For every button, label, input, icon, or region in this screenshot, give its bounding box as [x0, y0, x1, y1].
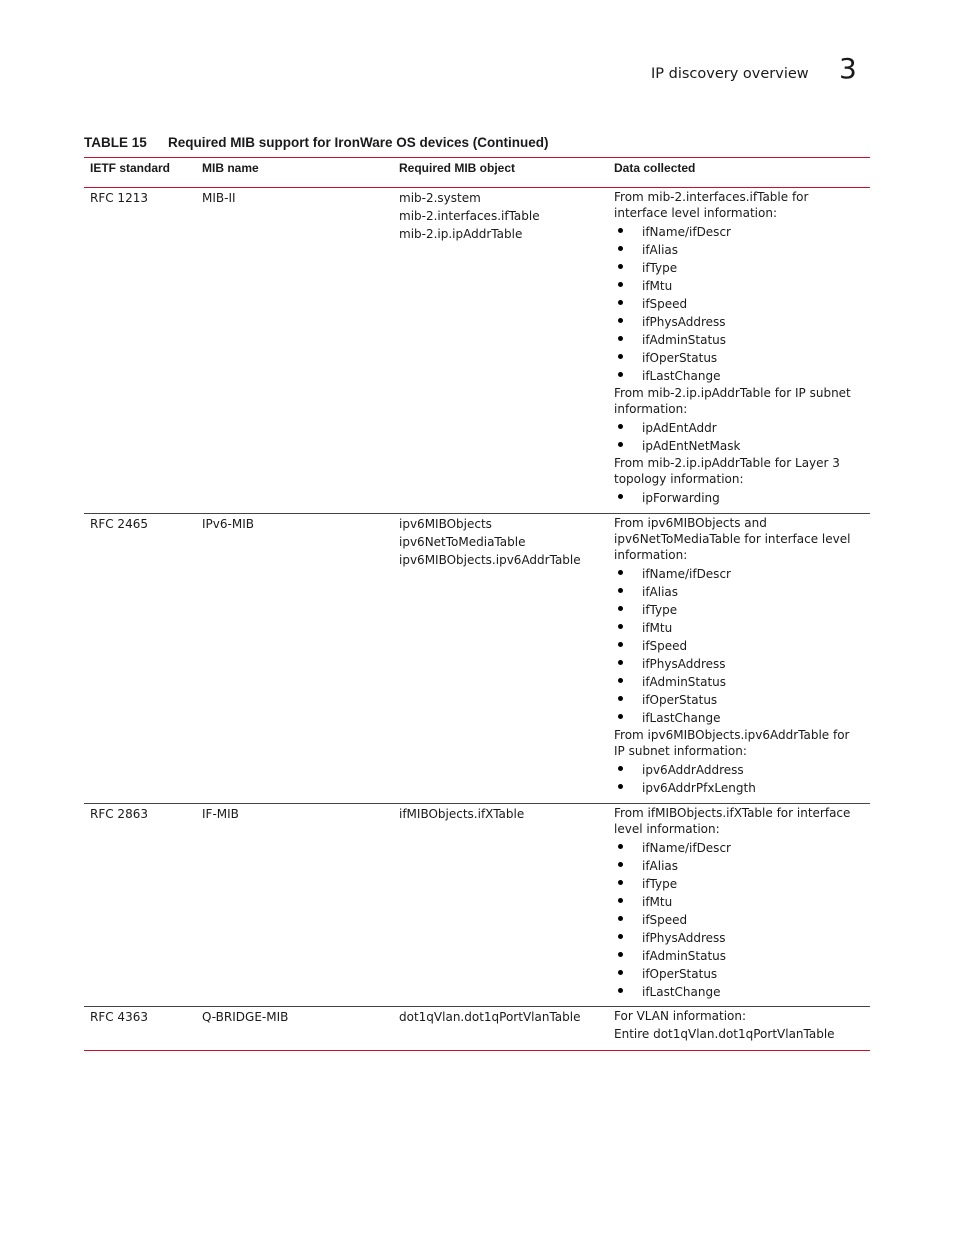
data-collected-cell	[614, 189, 864, 507]
table-label: TABLE 15	[84, 135, 147, 150]
chapter-number: 3	[839, 52, 857, 85]
mib-object-line: mib-2.system	[399, 191, 481, 205]
bullet-item: ifMtu	[614, 893, 864, 911]
bullet-item: ifOperStatus	[614, 691, 864, 709]
bullet-item: ifMtu	[614, 619, 864, 637]
bullet-item: ipAdEntNetMask	[614, 437, 864, 455]
column-header-ietf-standard: IETF standard	[90, 161, 171, 175]
bullet-item: ipForwarding	[614, 489, 864, 507]
bullet-item: ipv6AddrPfxLength	[614, 779, 864, 797]
data-paragraph: From mib-2.interfaces.ifTable for interface level information:	[614, 190, 809, 220]
mib-name-cell: IPv6-MIB	[202, 517, 254, 531]
ietf-standard-cell: RFC 2863	[90, 807, 148, 821]
row-divider	[84, 1006, 870, 1007]
bullet-item: ifOperStatus	[614, 965, 864, 983]
bullet-item: ipAdEntAddr	[614, 419, 864, 437]
mib-object-cell	[399, 1008, 580, 1026]
bullet-item: ifPhysAddress	[614, 313, 864, 331]
table-caption	[84, 135, 549, 150]
column-header-mib-name: MIB name	[202, 161, 259, 175]
mib-object-line: ipv6MIBObjects	[399, 517, 492, 531]
bullet-item: ifName/ifDescr	[614, 565, 864, 583]
data-paragraph: For VLAN information:	[614, 1009, 747, 1023]
mib-object-line: dot1qVlan.dot1qPortVlanTable	[399, 1010, 581, 1024]
mib-object-line: ipv6NetToMediaTable	[399, 535, 526, 549]
column-header-required-mib-object: Required MIB object	[399, 161, 516, 175]
bullet-item: ifPhysAddress	[614, 929, 864, 947]
data-collected-cell	[614, 515, 864, 797]
bullet-item: ifOperStatus	[614, 349, 864, 367]
bullet-item: ifSpeed	[614, 637, 864, 655]
bullet-item: ifAlias	[614, 241, 864, 259]
bullet-item: ifAlias	[614, 857, 864, 875]
bullet-item: ifName/ifDescr	[614, 839, 864, 857]
bullet-item: ifType	[614, 875, 864, 893]
ietf-standard-cell: RFC 1213	[90, 191, 148, 205]
bullet-item: ipv6AddrAddress	[614, 761, 864, 779]
mib-object-line: ifMIBObjects.ifXTable	[399, 807, 525, 821]
table-top-rule	[84, 157, 870, 158]
row-divider	[84, 803, 870, 804]
bullet-item: ifType	[614, 601, 864, 619]
mib-name-cell: Q-BRIDGE-MIB	[202, 1010, 289, 1024]
bullet-item: ifSpeed	[614, 295, 864, 313]
mib-object-cell	[399, 515, 581, 569]
data-paragraph: From ifMIBObjects.ifXTable for interface level information:	[614, 806, 851, 836]
mib-object-cell	[399, 189, 540, 243]
section-header-title: IP discovery overview	[651, 66, 809, 82]
mib-name-cell: IF-MIB	[202, 807, 239, 821]
bullet-item: ifMtu	[614, 277, 864, 295]
mib-object-line: ipv6MIBObjects.ipv6AddrTable	[399, 553, 581, 567]
header-bottom-rule	[84, 187, 870, 188]
mib-object-line: mib-2.ip.ipAddrTable	[399, 227, 523, 241]
bullet-item: ifAlias	[614, 583, 864, 601]
bullet-item: ifLastChange	[614, 983, 864, 1001]
bullet-item: ifAdminStatus	[614, 673, 864, 691]
data-paragraph: From ipv6MIBObjects.ipv6AddrTable for IP subnet information:	[614, 728, 850, 758]
data-collected-cell	[614, 1008, 864, 1044]
data-collected-cell	[614, 805, 864, 1001]
data-paragraph: From mib-2.ip.ipAddrTable for Layer 3 topology information:	[614, 456, 840, 486]
mib-object-line: mib-2.interfaces.ifTable	[399, 209, 540, 223]
bullet-item: ifPhysAddress	[614, 655, 864, 673]
bullet-item: ifType	[614, 259, 864, 277]
mib-name-cell: MIB-II	[202, 191, 236, 205]
bullet-item: ifAdminStatus	[614, 331, 864, 349]
data-paragraph: Entire dot1qVlan.dot1qPortVlanTable	[614, 1027, 835, 1041]
bullet-item: ifName/ifDescr	[614, 223, 864, 241]
table-bottom-rule	[84, 1050, 870, 1051]
bullet-item: ifLastChange	[614, 709, 864, 727]
ietf-standard-cell: RFC 4363	[90, 1010, 148, 1024]
bullet-item: ifSpeed	[614, 911, 864, 929]
table-title: Required MIB support for IronWare OS devices (Continued)	[168, 135, 549, 150]
column-header-data-collected: Data collected	[614, 161, 696, 175]
bullet-item: ifLastChange	[614, 367, 864, 385]
mib-object-cell	[399, 805, 524, 823]
data-paragraph: From ipv6MIBObjects and ipv6NetToMediaTable for interface level information:	[614, 516, 851, 562]
row-divider	[84, 513, 870, 514]
bullet-item: ifAdminStatus	[614, 947, 864, 965]
data-paragraph: From mib-2.ip.ipAddrTable for IP subnet information:	[614, 386, 851, 416]
ietf-standard-cell: RFC 2465	[90, 517, 148, 531]
